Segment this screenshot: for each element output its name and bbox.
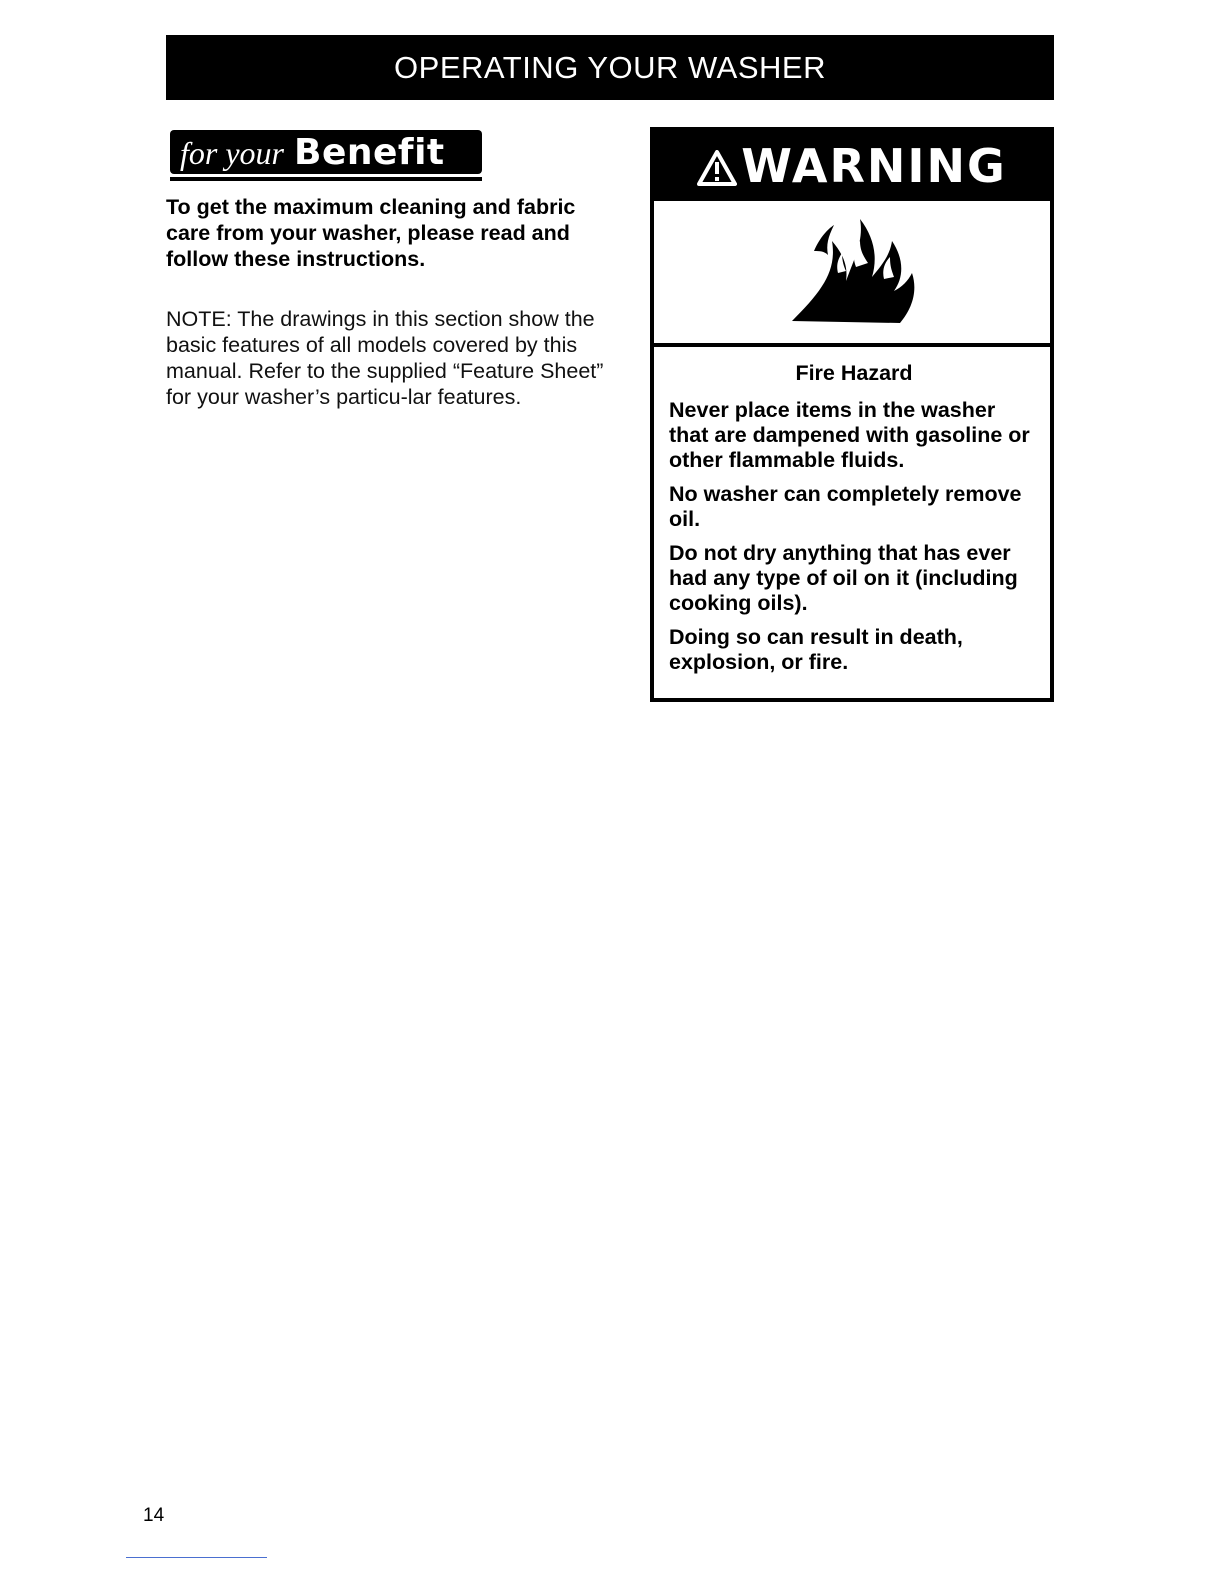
footer-divider bbox=[126, 1557, 267, 1558]
benefit-word: Benefit bbox=[294, 131, 445, 173]
section-title: OPERATING YOUR WASHER bbox=[394, 49, 826, 85]
section-header bbox=[166, 35, 1054, 100]
intro-text: To get the maximum cleaning and fabric care from your washer, please read and follow these instructions. bbox=[166, 195, 576, 271]
warning-paragraph: No washer can completely remove oil. bbox=[669, 482, 1022, 531]
warning-box bbox=[650, 127, 1054, 702]
benefit-prefix: for your bbox=[180, 134, 284, 171]
warning-title: WARNING bbox=[741, 139, 1007, 193]
warning-paragraph: Do not dry anything that has ever had any type of oil on it (including cooking oils). bbox=[669, 541, 1018, 615]
warning-paragraph: Doing so can result in death, explosion, or fire. bbox=[669, 625, 963, 674]
warning-header bbox=[654, 131, 1050, 201]
note-label: NOTE: bbox=[166, 307, 232, 331]
benefit-underline bbox=[170, 177, 482, 181]
fire-icon bbox=[782, 211, 922, 333]
warning-body bbox=[669, 361, 1039, 684]
hazard-triangle-icon bbox=[697, 150, 737, 186]
note-paragraph bbox=[166, 306, 606, 410]
page-number: 14 bbox=[143, 1505, 165, 1526]
warning-paragraph: Never place items in the washer that are dampened with gasoline or other flammable fluids. bbox=[669, 398, 1030, 472]
for-your-benefit-badge bbox=[170, 130, 482, 174]
note-body: The drawings in this section show the basic features of all models covered by this manual. Refer to the supplied “Feature Sheet” for your washer’s particu-lar features. bbox=[166, 307, 604, 409]
fire-image-panel bbox=[654, 201, 1050, 347]
fire-hazard-title: Fire Hazard bbox=[795, 361, 913, 385]
